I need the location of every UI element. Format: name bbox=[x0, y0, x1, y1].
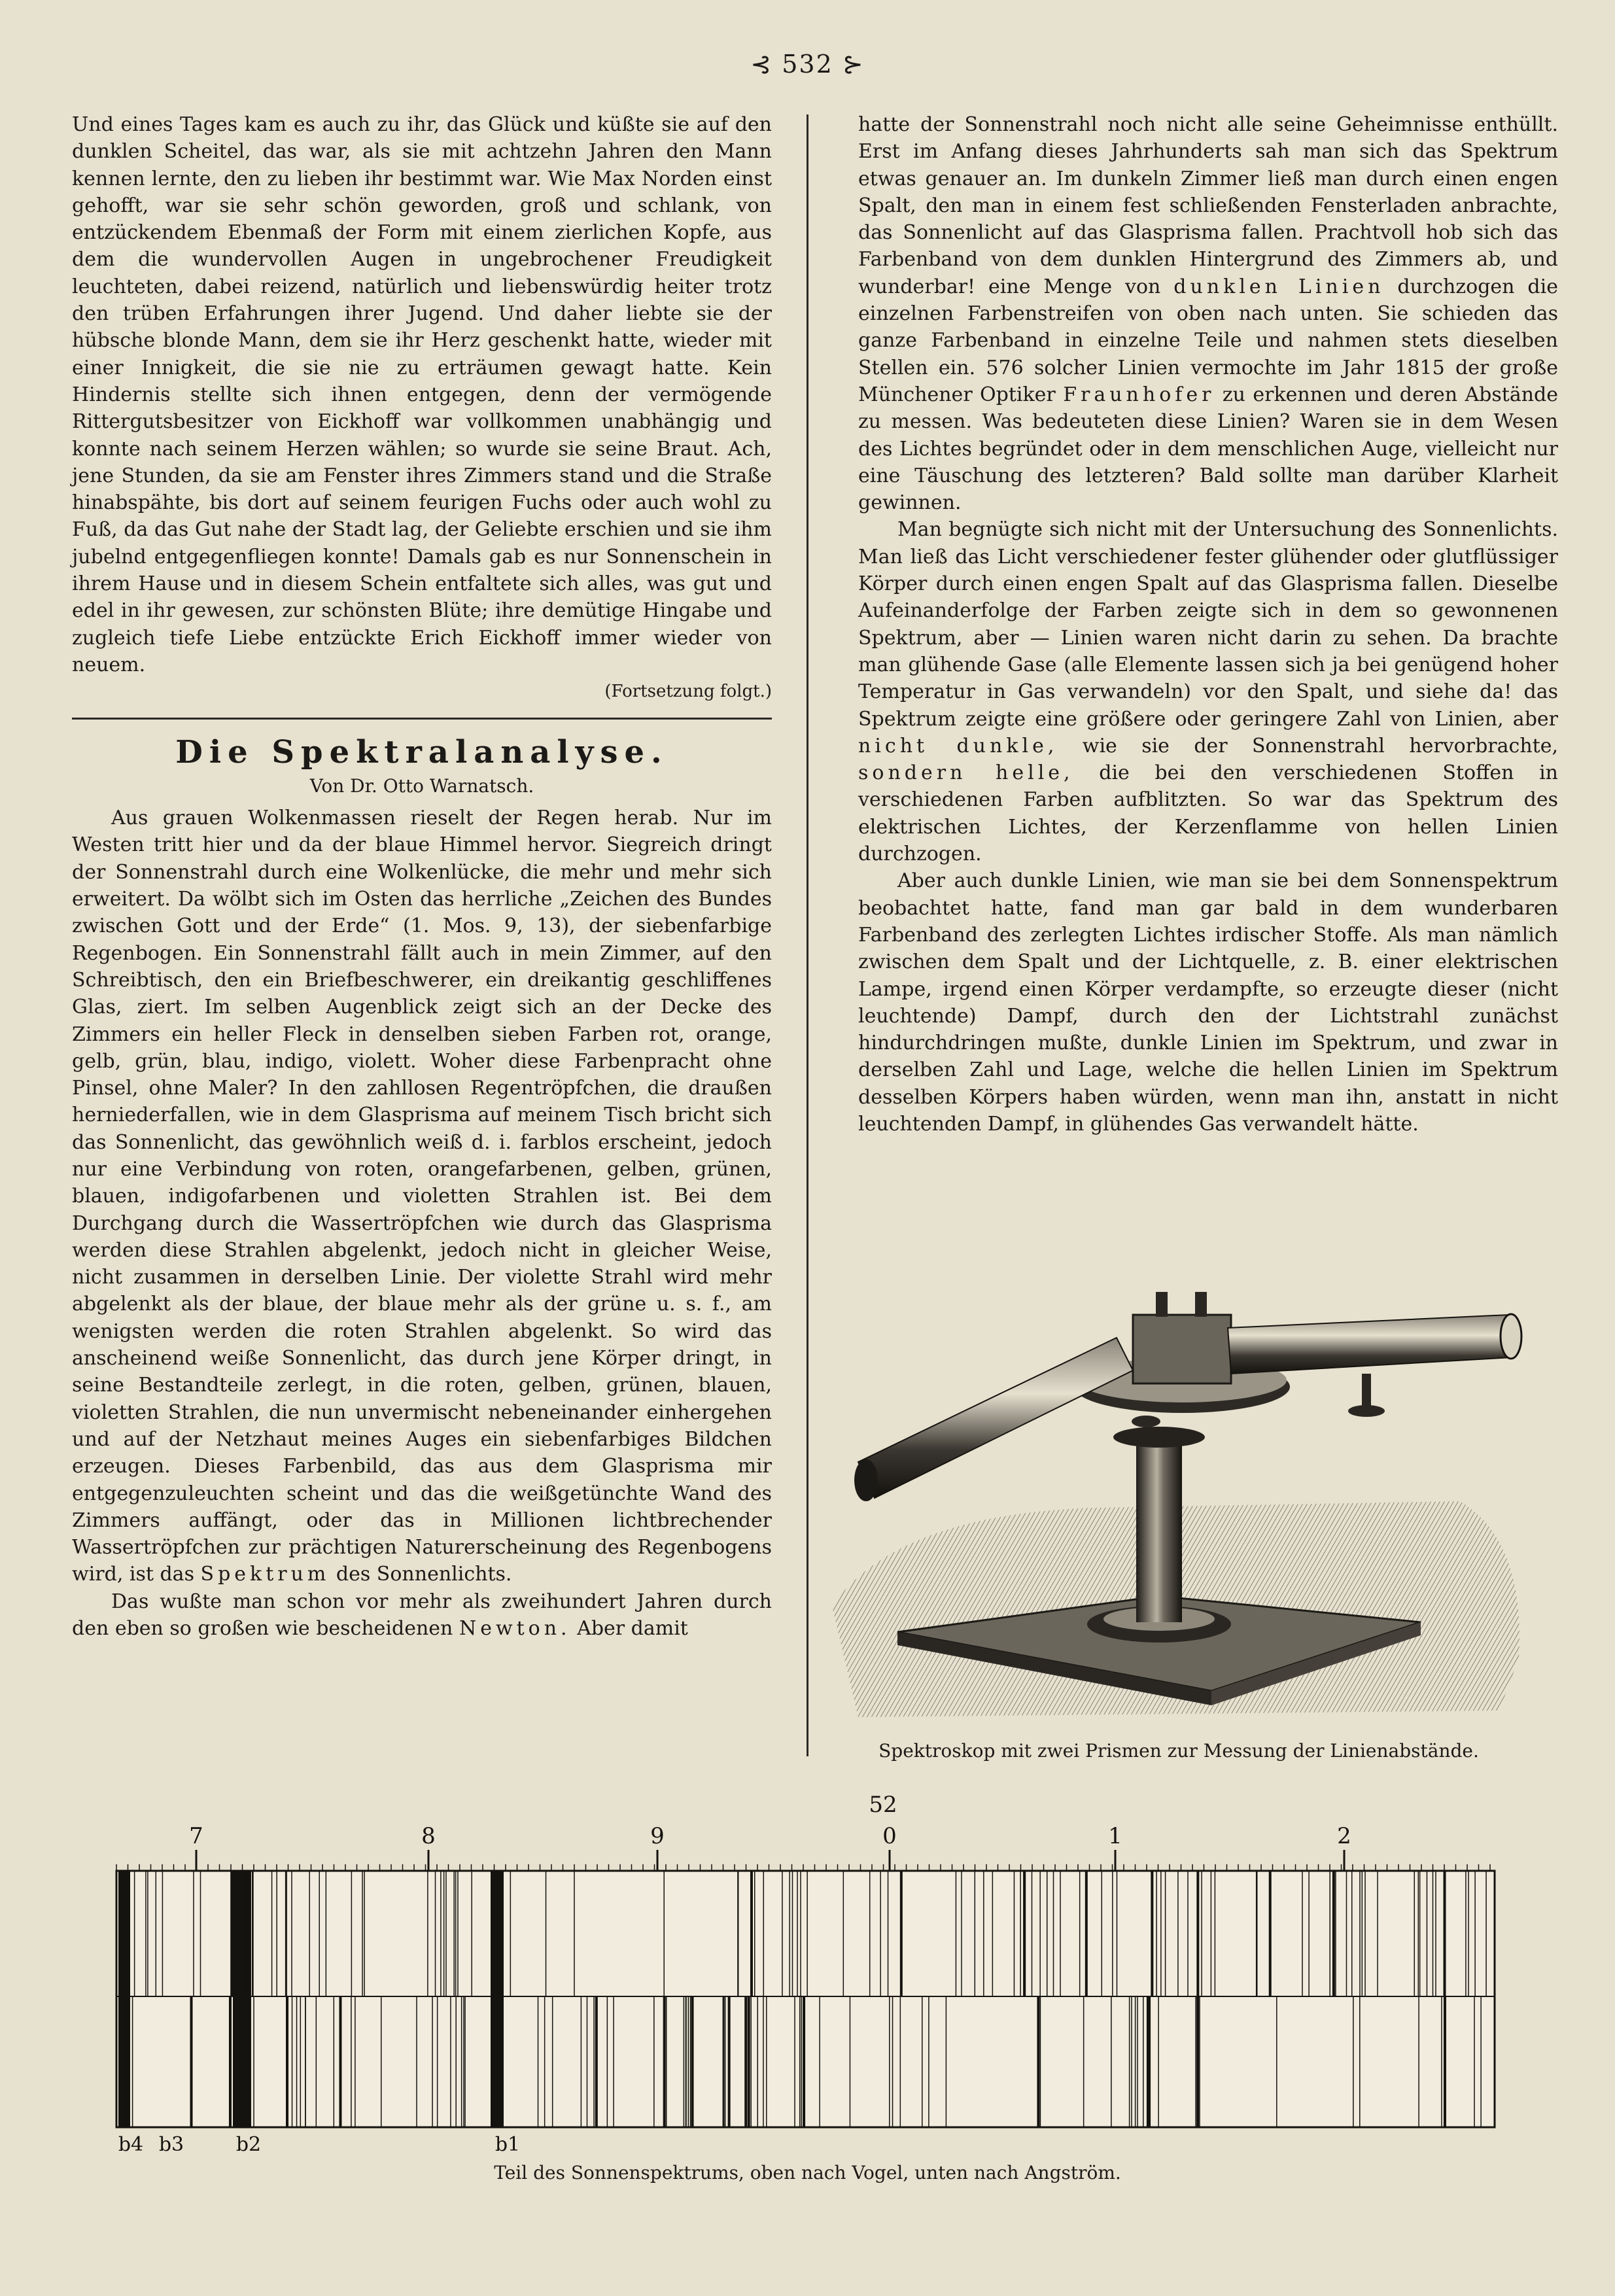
scale-label: 52 bbox=[869, 1792, 897, 1818]
scale-label: 2 bbox=[1337, 1823, 1351, 1849]
story-end-paragraph: Und eines Tages kam es auch zu ihr, das Glück und küßte sie auf den dunklen Scheitel, das war, als sie mit achtzehn Jahren den Mann kennen lernte, den zu lieben ihr bestimmt war. Wie Max Norden einst gehofft, war sie sehr schön geworden, groß und schlank, von entzückendem Ebenmaß der Form mit einem zierlichen Kopfe, aus dem die wundervollen Augen in ungebrochener Freudigkeit leuchteten, dabei reizend, natürlich und liebenswürdig heiter trotz den trüben Erfahrungen ihrer Jugend. Und daher liebte sie der hübsche blonde Mann, dem sie ihr Herz geschenkt hatte, wieder mit einer Innigkeit, die sie nie zu erträumen gewagt hatte. Kein Hindernis stellte sich ihnen entgegen, denn der vermögende Rittergutsbesitzer von Eickhoff war vollkommen unabhängig und konnte nach seinem Herzen wählen; so wurde sie seine Braut. Ach, jene Stunden, da sie am Fenster ihres Zimmers stand und die Straße hinabspähte, bis dort auf seinem feurigen Fuchs oder auch wohl zu Fuß, da das Gut nahe der Stadt lag, der Geliebte erschien und sie ihm jubelnd entgegenfliegen konnte! Damals gab es nur Sonnenschein in ihrem Hause und in diesem Schein entfaltete sich alles, was gut und edel in ihr gewesen, zur schönsten Blüte; ihre demütige Hingabe und zugleich tiefe Liebe entzückte Erich Eickhoff immer wieder von neuem. bbox=[72, 113, 772, 676]
scale-label: 9 bbox=[650, 1823, 665, 1849]
article-paragraph-3: Man begnügte sich nicht mit der Untersuchung des Sonnenlichts. Man ließ das Licht verschiedener fester glühender oder glutflüssiger Körper durch einen engen Spalt auf das Glasprisma fallen. Dieselbe Aufeinanderfolge der Farben zeigte sich in dem so gewonnenen Spektrum, aber — Linien waren nicht darin zu sehen. Da brachte man glühende Gase (alle Elemente lassen sich ja bei genügend hoher Temperatur in Gas verwandeln) vor den Spalt, und siehe da! das Spektrum zeigte eine größere oder geringere Zahl von Linien, aber nicht dunkle, wie sie der Sonnenstrahl hervorbrachte, sondern helle, die bei den verschiedenen Stoffen in verschiedenen Farben aufblitzten. So war das Spektrum des elektrischen Lichtes, der Kerzenflamme von hellen Linien durchzogen. bbox=[858, 518, 1558, 866]
emphasis-spektrum: Spektrum bbox=[200, 1563, 330, 1586]
continuation-note: (Fortsetzung folgt.) bbox=[604, 682, 772, 702]
emphasis-sondern-helle: sondern helle, bbox=[858, 761, 1074, 785]
strong-absorption-line bbox=[233, 1871, 251, 2127]
section-divider bbox=[72, 718, 772, 720]
scale-label: 8 bbox=[421, 1823, 436, 1849]
page-number-value: 532 bbox=[782, 50, 833, 78]
collimator-tube bbox=[854, 1338, 1133, 1501]
emphasis-nicht-dunkle: nicht dunkle, bbox=[858, 734, 1058, 757]
scale-label: 7 bbox=[189, 1823, 203, 1849]
strong-absorption-line bbox=[491, 1871, 504, 2127]
spectroscope-caption: Spektroskop mit zwei Prismen zur Messung der Linienabstände. bbox=[878, 1740, 1479, 1762]
right-column bbox=[858, 111, 1558, 1138]
article-paragraph-1: Aus grauen Wolkenmassen rieselt der Regen herab. Nur im Westen tritt hier und da der blaue Himmel hervor. Siegreich dringt der Sonnenstrahl durch eine Wolkenlücke, die mehr und mehr sich erweitert. Da wölbt sich im Osten das herrliche „Zeichen des Bundes zwischen Gott und der Erde“ (1. Mos. 9, 13), der siebenfarbige Regenbogen. Ein Sonnenstrahl fällt auch in mein Zimmer, auf den Schreibtisch, den ein Briefbeschwerer, ein dreikantig geschliffenes Glas, ziert. Im selben Augenblick zeigt sich an der Decke des Zimmers ein heller Fleck in denselben sieben Farben rot, orange, gelb, grün, blau, indigo, violett. Woher diese Farbenpracht ohne Pinsel, ohne Maler? In den zahllosen Regentröpfchen, die draußen herniederfallen, wie in dem Glasprisma auf meinem Tisch bricht sich das Sonnenlicht, das gewöhnlich weiß d. i. farblos erscheint, jedoch nur eine Verbindung von roten, orangefarbenen, gelben, grünen, blauen, indigofarbenen und violetten Strahlen ist. Bei dem Durchgang durch die Wassertröpfchen wie durch das Glasprisma werden diese Strahlen abgelenkt, jedoch nicht in gleicher Weise, nicht zusammen in derselben Linie. Der violette Strahl wird mehr abgelenkt als der blaue, der blaue mehr als der grüne u. s. f., am wenigsten werden die roten Strahlen abgelenkt. So wird das anscheinend weiße Sonnenlicht, das durch jene Körper dringt, in seine Bestandteile zerlegt, in die roten, gelben, grünen, blauen, violetten Strahlen, die nun unvermischt nebeneinander einhergehen und auf der Netzhaut meines Auges ein siebenfarbiges Bildchen erzeugen. Dieses Farbenbild, das aus dem Glasprisma mir entgegenzuleuchten scheint und das die weißgetünchte Wand des Zimmers auffängt, oder das in Millionen lichtbrechender Wassertröpfchen zur prächtigen Naturerscheinung des Regenbogens wird, ist das Spektrum des Sonnenlichts. bbox=[72, 807, 772, 1586]
line-label: b2 bbox=[235, 2133, 262, 2156]
line-label: b1 bbox=[495, 2133, 521, 2156]
line-label: b4 bbox=[118, 2133, 144, 2156]
article-title: Die Spektralanalyse. bbox=[175, 733, 669, 771]
support-post bbox=[1136, 1436, 1182, 1622]
spectrum-frame bbox=[116, 1871, 1495, 2127]
page-number: ⊰ 532 ⊱ bbox=[750, 50, 865, 78]
scale-label: 1 bbox=[1108, 1823, 1122, 1849]
scale-label: 0 bbox=[882, 1823, 897, 1849]
emphasis-dunkle-linien: dunklen Linien bbox=[1173, 275, 1385, 298]
emphasis-fraunhofer: Fraunhofer bbox=[1063, 383, 1215, 406]
column-rule bbox=[807, 114, 808, 1756]
article-author: Von Dr. Otto Warnatsch. bbox=[309, 774, 534, 797]
emphasis-newton: Newton. bbox=[459, 1617, 571, 1641]
left-column bbox=[72, 111, 772, 1642]
solar-spectrum-chart bbox=[0, 1792, 1615, 2159]
article-paragraph-2-continued: hatte der Sonnenstrahl noch nicht alle seine Geheimnisse enthüllt. Erst im Anfang dieses Jahrhunderts sah man sich das Spektrum etwas genauer an. Im dunkeln Zimmer ließ man durch einen engen Spalt, den man in einem fest schließenden Fensterladen anbrachte, das Sonnenlicht auf das Glasprisma fallen. Prachtvoll hob sich das Farbenband von dem dunklen Hintergrund des Zimmers ab, und wunderbar! eine Menge von dunklen Linien durchzogen die einzelnen Farbenstreifen von oben nach unten. Sie schieden das ganze Farbenband in einzelne Teile und nahmen stets dieselben Stellen ein. 576 solcher Linien vermochte im Jahr 1815 der große Münchener Optiker Fraunhofer zu erkennen und deren Abstände zu messen. Was bedeuteten diese Linien? Waren sie in dem Wesen des Lichtes begründet oder in dem menschlichen Auge, vielleicht nur eine Täuschung des letzteren? Bald sollte man darüber Klarheit gewinnen. bbox=[858, 113, 1559, 515]
spectrum-caption: Teil des Sonnenspektrums, oben nach Vogel, unten nach Angström. bbox=[494, 2162, 1121, 2183]
spectroscope-illustration bbox=[819, 1266, 1538, 1737]
article-paragraph-4: Aber auch dunkle Linien, wie man sie bei dem Sonnenspektrum beobachtet hatte, fand man gar bald in dem wunderbaren Farbenband des zerlegten Lichtes irdischer Stoffe. Als man nämlich zwischen dem Spalt und der Lichtquelle, z. B. einer elektrischen Lampe, irgend einen Körper verdampfte, so erzeugte dieser (nicht leuchtende) Dampf, durch den der Lichtstrahl zunächst hindurchdringen mußte, dunkle Linien im Spektrum, und zwar in derselben Zahl und Lage, welche die hellen Linien im Spektrum desselben Körpers haben würden, wenn man ihn, anstatt in nicht leuchtenden Dampf, in glühendes Gas verwandelt hätte. bbox=[858, 869, 1558, 1136]
prism-housing bbox=[1133, 1315, 1231, 1383]
article-paragraph-2: Das wußte man schon vor mehr als zweihundert Jahren durch den eben so großen wie bescheidenen Newton. Aber damit bbox=[72, 1590, 772, 1641]
telescope-tube bbox=[1228, 1314, 1521, 1374]
line-label: b3 bbox=[158, 2133, 184, 2156]
